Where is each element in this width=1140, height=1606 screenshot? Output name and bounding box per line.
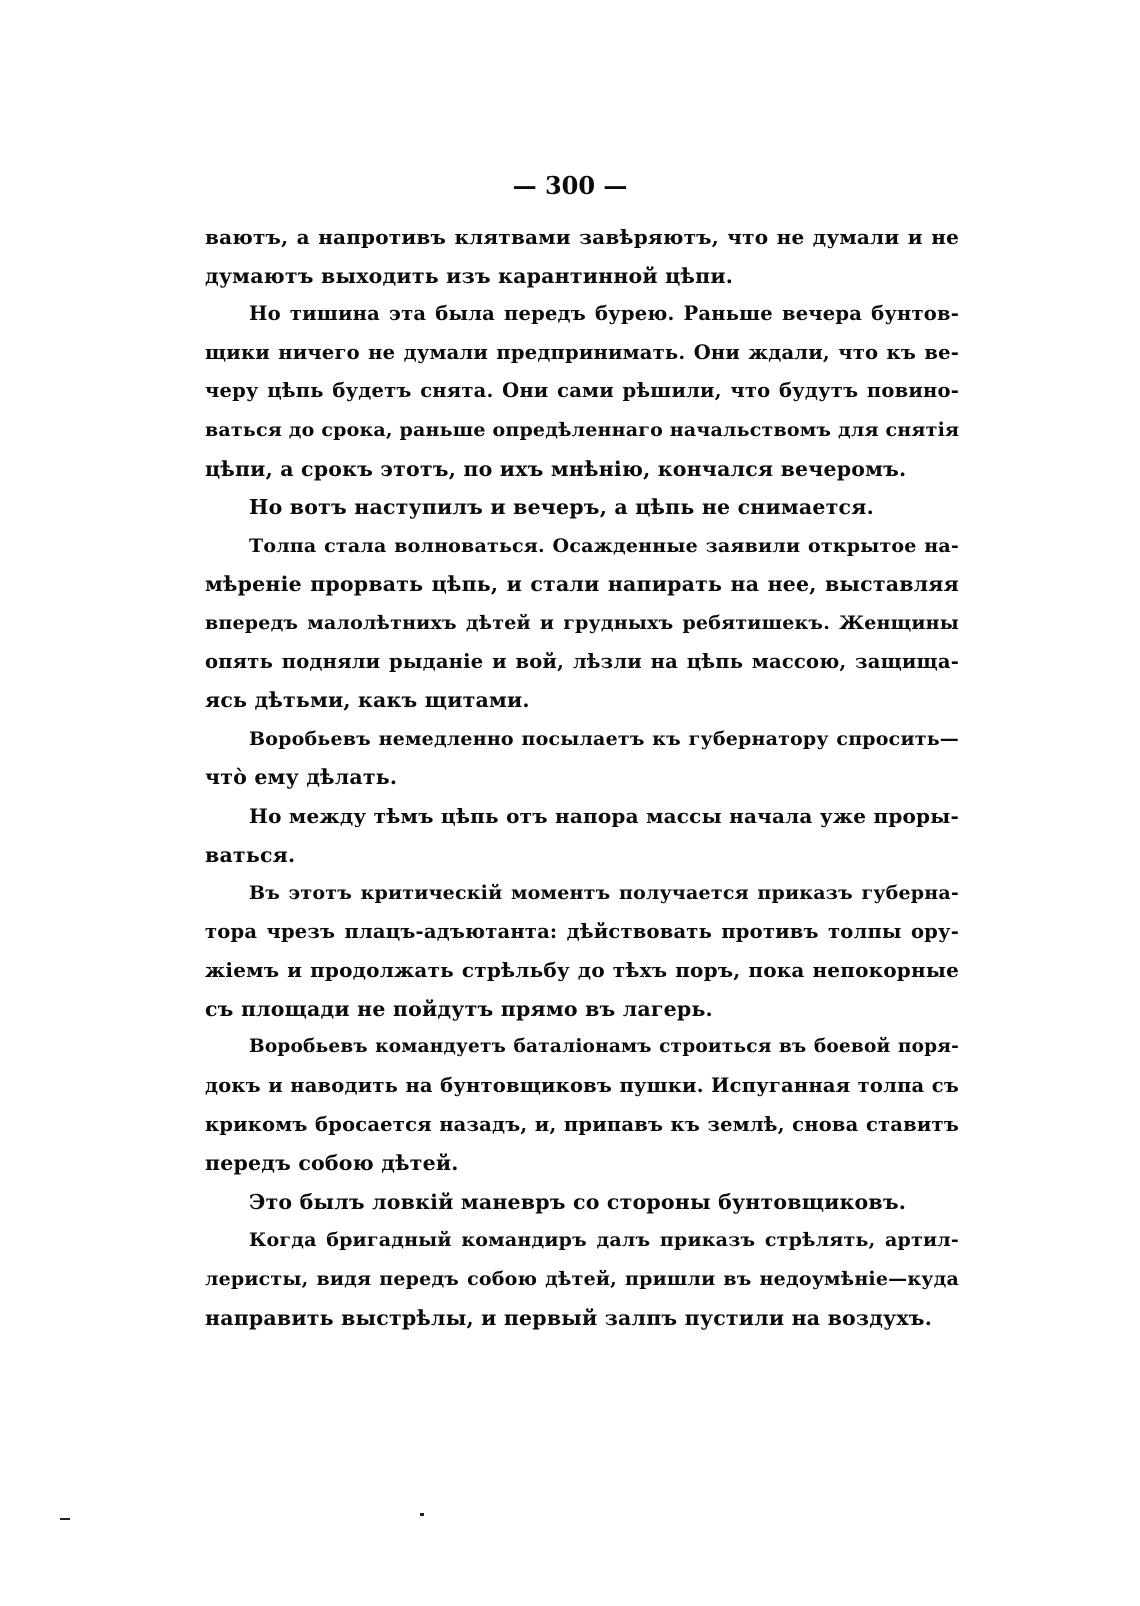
text-line: Воробьевъ командуетъ баталіонамъ строиться въ боевой поря- <box>249 1036 959 1058</box>
text-line: впередъ малолѣтнихъ дѣтей и грудныхъ ребятишекъ. Женщины <box>205 611 959 634</box>
text-line: мѣреніе прорвать цѣпь, и стали напирать на нее, выставляя <box>205 572 959 597</box>
text-line: жіемъ и продолжать стрѣльбу до тѣхъ поръ, пока непокорные <box>205 958 959 983</box>
paragraph <box>205 527 959 720</box>
paragraph <box>205 295 959 488</box>
text-line: ясь дѣтьми, какъ щитами. <box>205 688 530 713</box>
paragraph <box>205 488 959 527</box>
text-line: передъ собою дѣтей. <box>205 1151 459 1176</box>
text-line: что̀ ему дѣлать. <box>205 765 398 790</box>
text-line: опять подняли рыданіе и вой, лѣзли на цѣпь массою, защища- <box>205 649 959 673</box>
text-line: тора чрезъ плацъ-адъютанта: дѣйствовать противъ толпы ору- <box>205 919 959 943</box>
text-line: думаютъ выходить изъ карантинной цѣпи. <box>205 263 734 288</box>
page-number: — 300 — <box>512 171 628 200</box>
text-line: черу цѣпь будетъ снята. Они сами рѣшили, что будутъ повино- <box>205 379 959 403</box>
paragraph <box>205 720 959 797</box>
paragraph <box>205 874 959 1028</box>
text-line: Толпа стала волноваться. Осажденные заявили открытое на- <box>249 534 959 557</box>
text-line: направить выстрѣлы, и первый залпъ пустили на воздухъ. <box>205 1305 933 1330</box>
paragraph <box>205 218 959 295</box>
paragraph <box>205 1028 959 1182</box>
text-line: ваться. <box>205 842 296 867</box>
text-line: Это былъ ловкій маневръ со стороны бунтовщиковъ. <box>249 1189 907 1214</box>
scan-artifact-dash <box>60 1518 70 1520</box>
text-line: щики ничего не думали предпринимать. Они ждали, что къ ве- <box>205 340 959 364</box>
text-line: Воробьевъ немедленно посылаетъ къ губернатору спросить— <box>249 727 959 750</box>
text-line: Но тишина эта была передъ бурею. Раньше вечера бунтов- <box>249 302 959 326</box>
text-line: Въ этотъ критическій моментъ получается приказъ губерна- <box>249 882 959 905</box>
paragraph <box>205 1221 959 1337</box>
text-line: Когда бригадный командиръ далъ приказъ стрѣлять, артил- <box>249 1229 959 1252</box>
text-line: съ площади не пойдутъ прямо въ лагерь. <box>205 996 713 1021</box>
text-line: ваться до срока, раньше опредѣленнаго начальствомъ для снятія <box>205 418 960 441</box>
text-line: Но между тѣмъ цѣпь отъ напора массы начала уже проры- <box>249 803 959 828</box>
text-line: цѣпи, а срокъ этотъ, по ихъ мнѣнію, кончался вечеромъ. <box>205 456 907 481</box>
body-text <box>205 218 959 1337</box>
paragraph <box>205 1183 959 1222</box>
text-line: леристы, видя передъ собою дѣтей, пришли въ недоумѣніе—куда <box>205 1268 959 1291</box>
text-line: Но вотъ наступилъ и вечеръ, а цѣпь не снимается. <box>249 495 874 520</box>
text-line: крикомъ бросается назадъ, и, припавъ къ землѣ, снова ставитъ <box>205 1112 959 1136</box>
scan-artifact-dot <box>420 1513 424 1516</box>
text-line: докъ и наводить на бунтовщиковъ пушки. Испуганная толпа съ <box>205 1074 959 1098</box>
text-line: ваютъ, а напротивъ клятвами завѣряютъ, что не думали и не <box>205 225 959 249</box>
paragraph <box>205 797 959 874</box>
